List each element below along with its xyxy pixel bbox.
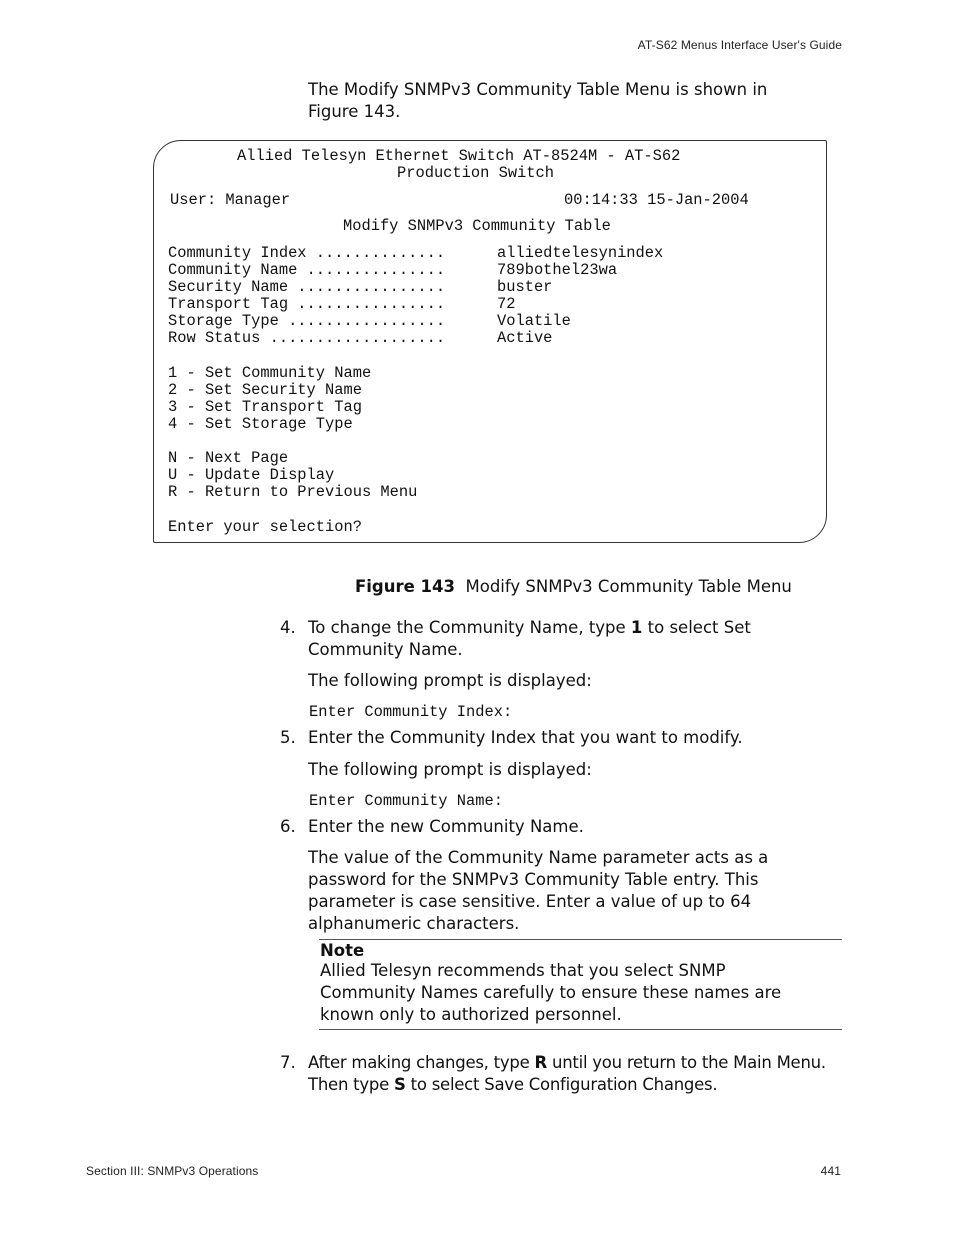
step-6-paragraph: The value of the Community Name parameter acts as a password for the SNMPv3 Community Table entry. This parameter is case sensitive. Enter a value of up to 64 alphanumeric characters. [308,848,769,933]
field-label: Community Name ............... [168,261,446,279]
note-title: Note [320,941,365,960]
step-4-follow: The following prompt is displayed: [308,671,592,690]
step-6-text: Enter the new Community Name. [308,817,584,836]
menu-option-update-display[interactable]: U - Update Display [168,466,335,484]
menu-option-set-transport-tag[interactable]: 3 - Set Transport Tag [168,398,362,416]
field-value: Active [497,329,553,347]
menu-option-return[interactable]: R - Return to Previous Menu [168,483,418,501]
field-value: 72 [497,295,516,313]
step-6-number: 6. [280,817,296,836]
step-7-key-s: S [394,1075,406,1094]
field-label: Storage Type ................. [168,312,446,330]
field-label: Community Index .............. [168,244,446,262]
menu-option-set-security-name[interactable]: 2 - Set Security Name [168,381,362,399]
step-4-prompt: Enter Community Index: [309,703,513,721]
step-4-post: to select Set Community Name. [308,618,751,659]
field-value: alliedtelesynindex [497,244,664,262]
field-value: buster [497,278,553,296]
menu-option-set-community-name[interactable]: 1 - Set Community Name [168,364,372,382]
field-label: Row Status ................... [168,329,446,347]
step-7-number: 7. [280,1053,296,1072]
step-5-follow: The following prompt is displayed: [308,760,592,779]
step-4-pre: To change the Community Name, type [308,618,631,637]
menu-option-set-storage-type[interactable]: 4 - Set Storage Type [168,415,353,433]
note-bottom-rule [319,1029,842,1030]
screen-prompt: Enter your selection? [168,518,362,536]
step-7-pre: After making changes, type [308,1053,535,1072]
screen-title-line1: Allied Telesyn Ethernet Switch AT-8524M - AT-S62 [237,147,681,165]
note-top-rule [319,939,842,940]
step-4-number: 4. [280,618,296,637]
step-5-prompt: Enter Community Name: [309,792,503,810]
screen-title-line2: Production Switch [397,164,555,182]
step-7-mid: until you return to the Main Menu. Then type [308,1053,826,1094]
step-5-number: 5. [280,728,296,747]
page-number: 441 [820,1164,841,1178]
step-7-post: to select Save Configuration Changes. [405,1075,718,1094]
step-4-text [308,617,828,661]
field-label: Security Name ................ [168,278,446,296]
running-header: AT-S62 Menus Interface User's Guide [637,38,842,52]
screen-option-list [168,365,371,433]
step-5-text: Enter the Community Index that you want to modify. [308,728,743,747]
screen-datetime: 00:14:33 15-Jan-2004 [564,191,749,209]
figure-caption-label: Figure 143 [355,577,455,596]
figure-caption-text: Modify SNMPv3 Community Table Menu [465,577,792,596]
field-value: Volatile [497,312,571,330]
screen-user: User: Manager [170,191,291,209]
field-label: Transport Tag ................ [168,295,446,313]
menu-option-next-page[interactable]: N - Next Page [168,449,289,467]
note-text: Allied Telesyn recommends that you select SNMP Community Names carefully to ensure these names are known only to authorized personnel. [320,961,782,1024]
screen-nav-list [168,450,417,501]
screen-menu-title: Modify SNMPv3 Community Table [343,217,611,235]
step-4-key: 1 [630,618,643,637]
field-value: 789bothel23wa [497,261,618,279]
step-7-key-r: R [534,1053,547,1072]
footer-section: Section III: SNMPv3 Operations [86,1164,259,1178]
intro-paragraph: The Modify SNMPv3 Community Table Menu is shown in Figure 143. [308,80,768,121]
figure-caption [355,576,792,598]
step-7-text [308,1052,846,1096]
